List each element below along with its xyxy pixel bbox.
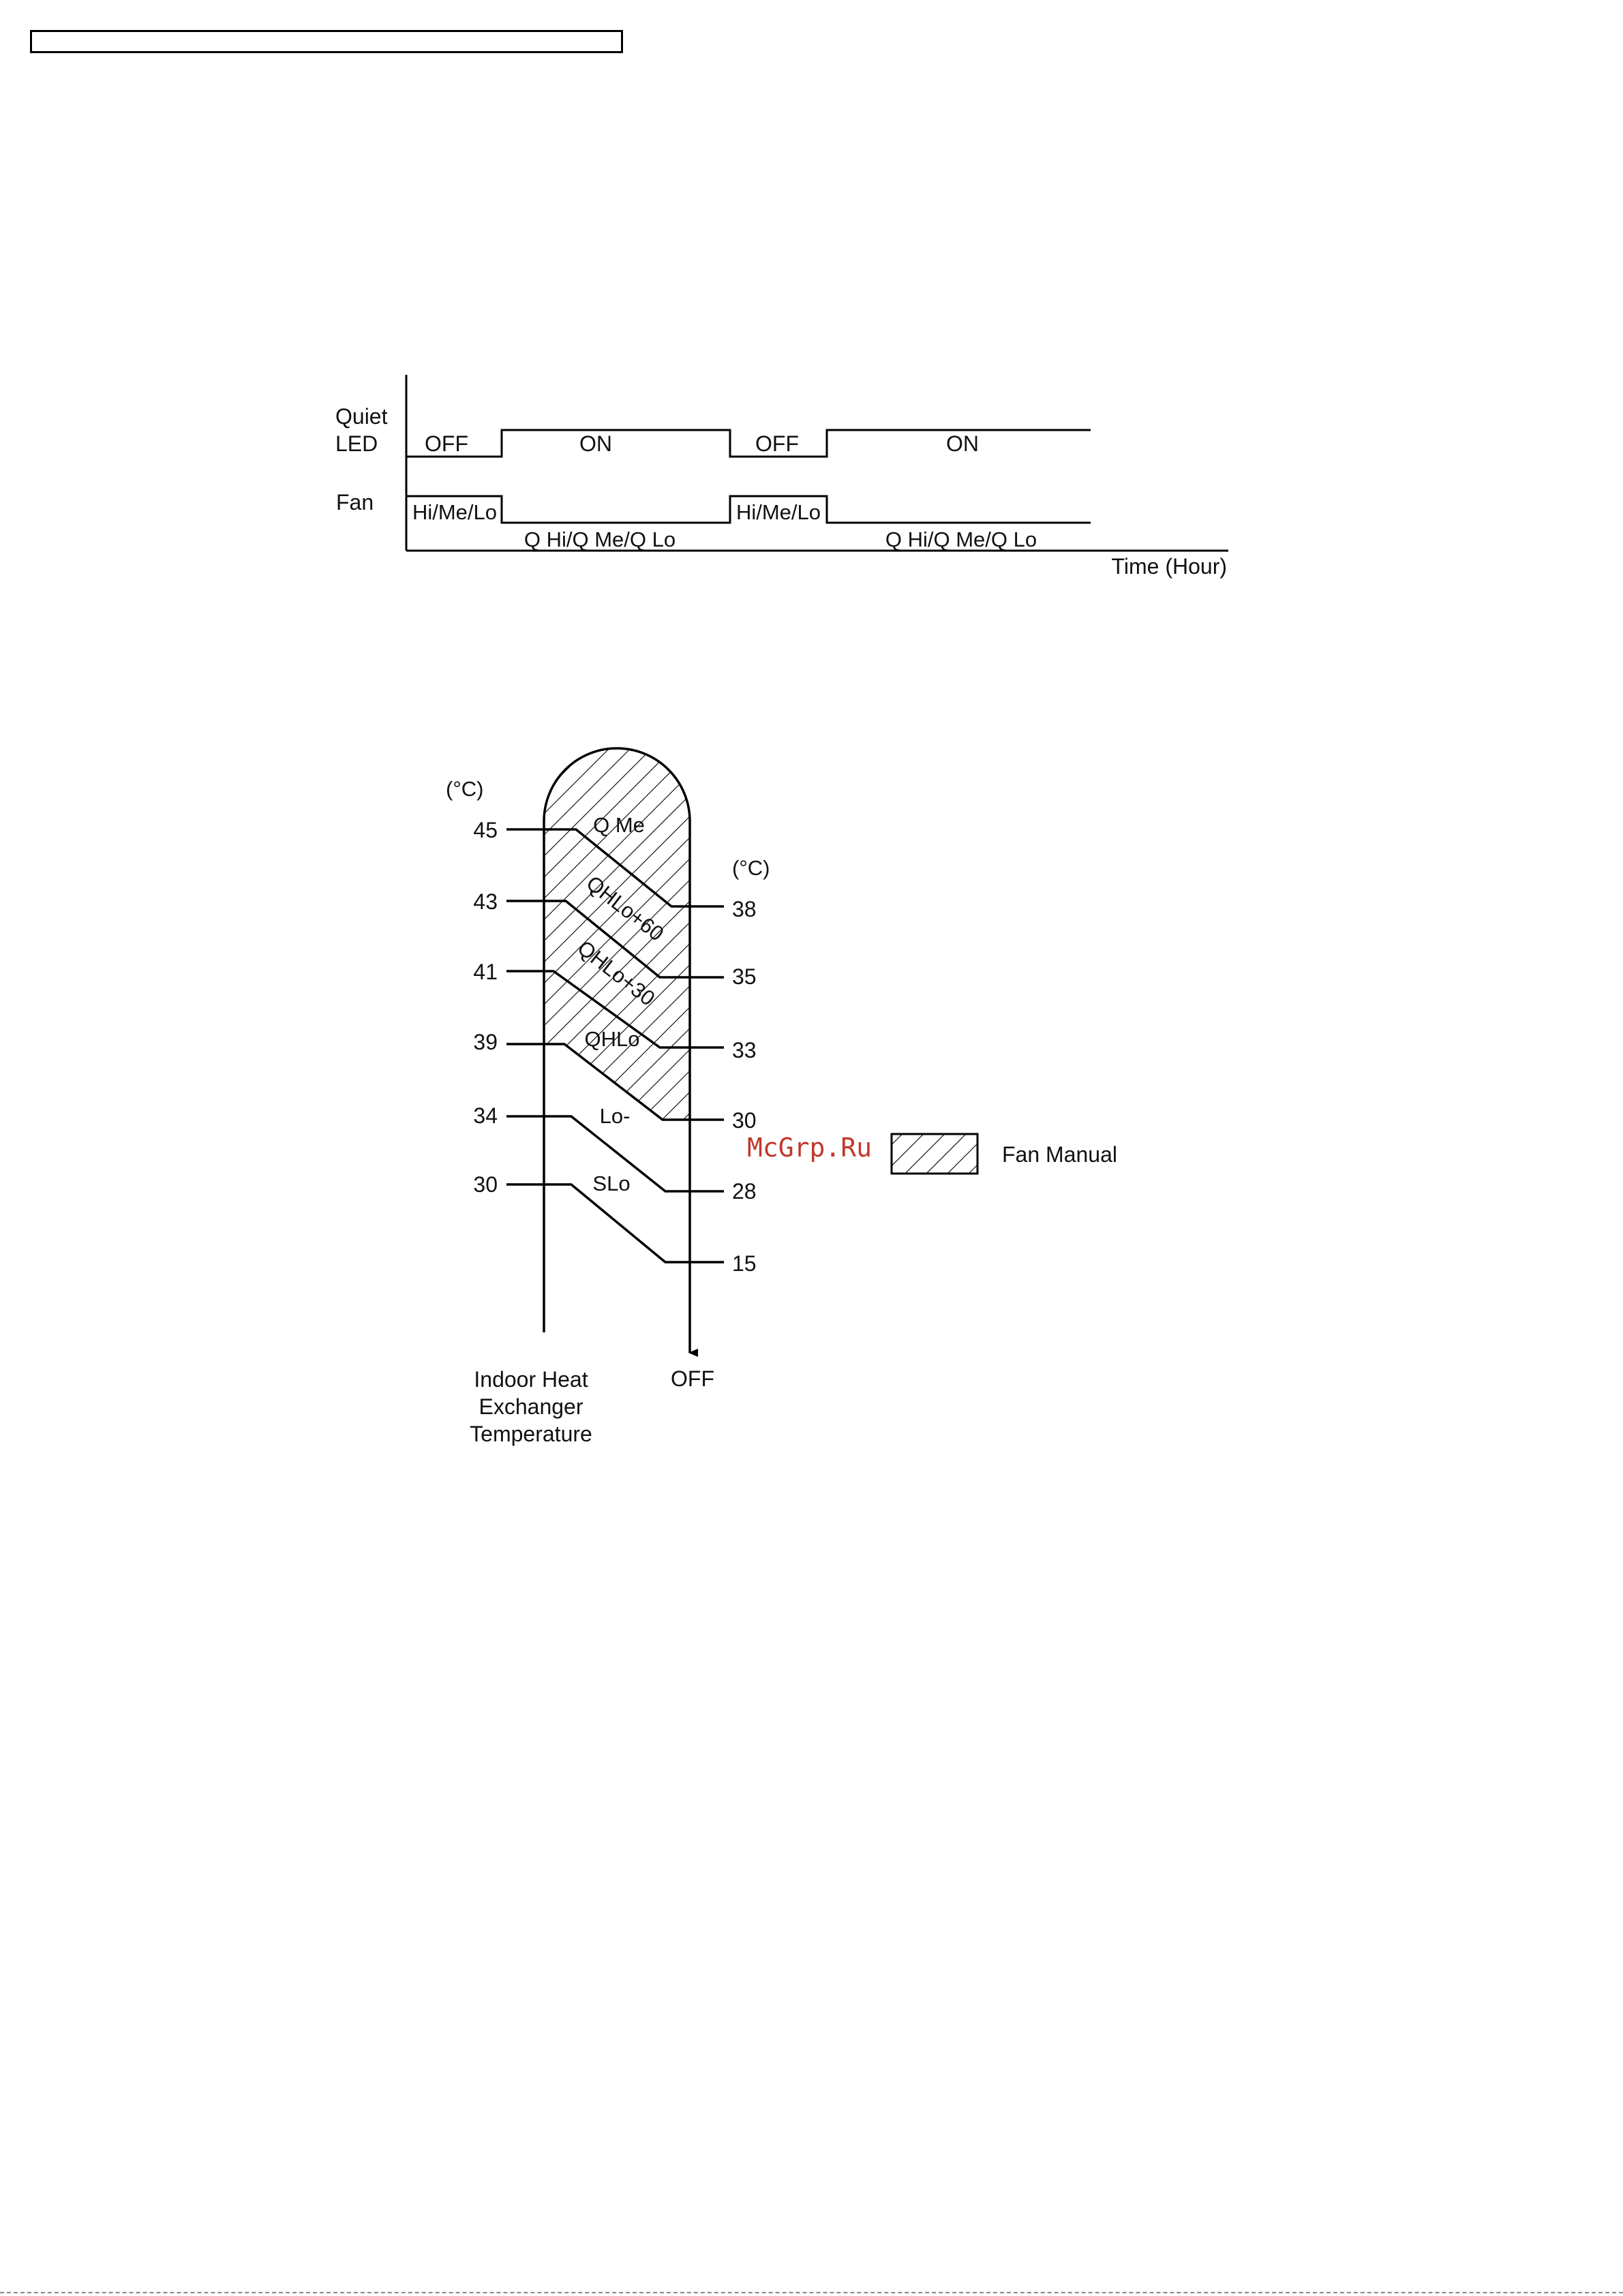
right-temp-33: 33 [732,1038,757,1062]
fan-manual-zone [544,748,690,1120]
right-temp-28: 28 [732,1179,757,1204]
bottom-rule [0,2292,1623,2293]
heat-exchanger-diagram [446,748,1117,1446]
zone-label-qhlo-30: QHLo+30 [573,935,660,1011]
led-off-2: OFF [755,431,799,456]
quiet-label: Quiet [335,404,388,429]
fan-label: Fan [336,490,374,515]
led-on-1: ON [579,431,612,456]
right-unit-label: (°C) [732,856,770,880]
left-temp-34: 34 [473,1103,498,1128]
off-label: OFF [671,1366,714,1391]
threshold-line-slo [506,1184,724,1262]
axis-label-line-1: Indoor Heat [474,1367,588,1392]
axis-label-line-2: Exchanger [479,1394,583,1419]
fan-quiet-1: Q Hi/Q Me/Q Lo [524,527,676,551]
led-on-2: ON [946,431,979,456]
led-waveform [406,430,1091,457]
legend-label: Fan Manual [1002,1142,1117,1167]
zone-label-lo-minus: Lo- [599,1104,631,1128]
fan-normal-1: Hi/Me/Lo [412,500,498,524]
left-temp-45: 45 [473,818,498,842]
zone-label-q-me: Q Me [593,813,645,837]
timing-chart [335,375,1228,579]
zone-label-qhlo-60: QHLo+60 [581,870,669,946]
fan-quiet-2: Q Hi/Q Me/Q Lo [885,527,1037,551]
legend-swatch [892,1134,977,1174]
time-axis-label: Time (Hour) [1111,554,1227,579]
left-temp-39: 39 [473,1030,498,1054]
left-temp-43: 43 [473,889,498,914]
led-label: LED [335,431,378,456]
left-temp-41: 41 [473,960,498,984]
right-temp-15: 15 [732,1251,757,1276]
watermark: McGrp.Ru [747,1133,873,1163]
right-temp-35: 35 [732,964,757,989]
axis-label-line-3: Temperature [470,1422,592,1446]
fan-normal-2: Hi/Me/Lo [735,500,821,524]
left-unit-label: (°C) [446,777,484,801]
zone-label-qhlo: QHLo [584,1027,640,1051]
right-temp-38: 38 [732,897,757,921]
left-temp-30: 30 [473,1172,498,1197]
right-temp-30: 30 [732,1108,757,1133]
zone-label-slo: SLo [592,1172,631,1195]
led-off-1: OFF [425,431,468,456]
